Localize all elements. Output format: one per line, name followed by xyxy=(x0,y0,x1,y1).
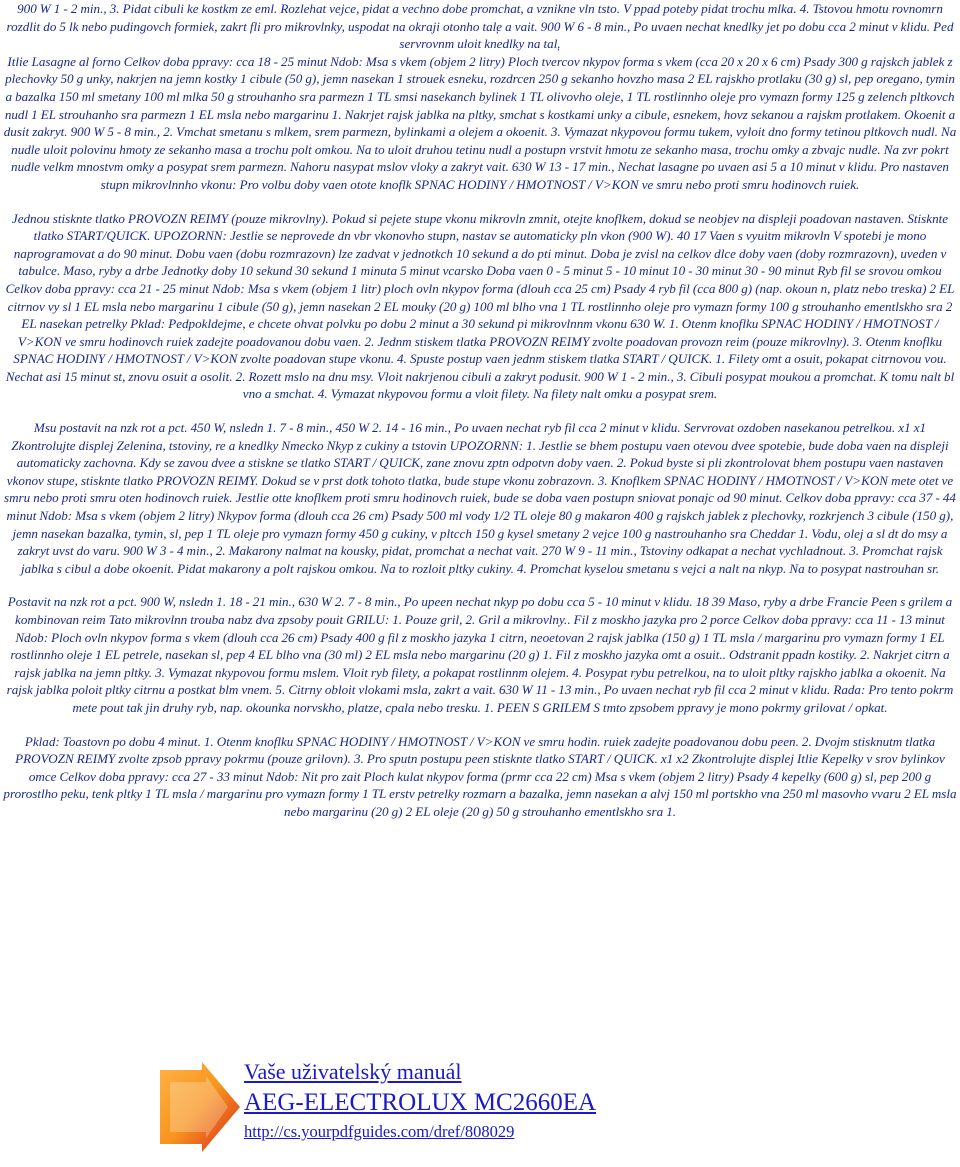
paragraph-2: Itlie Lasagne al forno Celkov doba ppravy: cca 18 - 25 minut Ndob: Msa s vkem (objem 2 litry) Ploch tvercov nkypov forma s vkem (cca 20 x 20 x 6 cm) Psady 300 g rajskch jablek z plechovky 50 g unky, nakrjen na jemn kostky 1 cibule (50 g), jemn nasekan 1 strouek esneku, rozdrcen 250 g sekanho hovzho masa 2 EL rajskho protlaku (30 g) sl, pep oregano, tymin a bazalka 150 ml smetany 100 ml mlka 50 g strouhanho sra parmezn 1 TL smsi nasekanch bylinek 1 TL olivovho oleje, 1 TL rostlinnho oleje pro vymazn formy 125 g zelench pltkovch nudl 1 EL strouhanho sra parmezn 1 EL msla nebo margarinu 1. Nakrjet rajsk jablka na pltky, smchat s kostkami unky a cibule, esnekem, hovz sekanou a rajskm protlakem. Okoenit a dusit zakryt. 900 W 5 - 8 min., 2. Vmchat smetanu s mlkem, srem parmezn, bylinkami a olejem a okoenit. 3. Vymazat nkypovou formu tukem, vyloit dno formy tetinou pltkovch nudl. Na nudle uloit polovinu hmoty ze sekanho masa a trochu polt omkou. Na to uloit druhou tetinu nudl a postupn vrstvit hmotu ze sekanho masa, trochu omky a zbvajc nudle. Na zvr pokrt nudle velkm mnostvm omky a posypat srem parmezn. Nahoru nasypat mslov vloky a zakryt vait. 630 W 13 - 17 min., Nechat lasagne po uvaen asi 5 a 10 minut v klidu. Pro nastaven stupn mikrovlnnho vkonu: Pro volbu doby vaen otote knoflk SPNAC HODINY / HMOTNOST / V>KON ve smru nebo proti smru hodinovch ruiek. xyxy=(3,53,957,192)
paragraph-6: Pklad: Toastovn po dobu 4 minut. 1. Otenm knoflku SPNAC HODINY / HMOTNOST / V>KON ve smru hodin. ruiek zadejte poadovanou dobu peen. 2. Dvojm stisknutm tlatka PROVOZN REIMY zvolte zpsob ppravy pokrmu (pouze grilovn). 3. Pro sputn postupu peen stisknte tlatko START / QUICK. x1 x2 Zkontrolujte displej Itlie Kepelky v srov bylinkov omce Celkov doba ppravy: cca 27 - 33 minut Ndob: Nit pro zait Ploch kulat nkypov forma (prmr cca 22 cm) Msa s vkem (objem 2 litry) Psady 4 kepelky (600 g) sl, pep 200 g prorostlho peku, tenk pltky 1 TL msla / margarinu pro vymazn formy 1 TL erstv petrelky rozmarn a bazalka, jemn nasekan a alvj 150 ml portskho vna 250 ml masovho vvaru 2 EL msla nebo margarinu (20 g) 2 EL oleje (20 g) 50 g strouhanho ementlskho sra 1. xyxy=(3,733,957,819)
arrow-logo-icon xyxy=(152,1062,242,1152)
paragraph-5: Postavit na nzk rot a pct. 900 W, nsledn 1. 18 - 21 min., 630 W 2. 7 - 8 min., Po upeen nechat nkyp po dobu cca 5 - 10 minut v klidu. 18 39 Maso, ryby a drbe Francie Peen s grilem a kombinovan reim Tato mikrovlnn trouba nabz dva zpsoby pouit GRILU: 1. Pouze gril, 2. Gril a mikrovlny.. Fil z moskho jazyka pro 2 porce Celkov doba ppravy: cca 11 - 13 minut Ndob: Ploch ovln nkypov forma s vkem (dlouh cca 26 cm) Psady 400 g fil z moskho jazyka 1 citrn, neoetovan 2 rajsk jablka (150 g) 1 TL msla / margarinu pro vymazn formy 1 EL rostlinnho oleje 1 EL petrele, nasekan sl, pep 4 EL blho vna (30 ml) 2 EL msla nebo margarinu (20 g) 1. Fil z moskho jazyka omt a osuit.. Odstranit ppadn kostiky. 2. Nakrjet citrn a rajsk jablka na jemn pltky. 3. Vymazat nkypovou formu mslem. Vloit ryb filety, a pokapat rostlinnm olejem. 4. Posypat rybu petrelkou, na to uloit pltky rajskho jablka a okoenit. Na rajsk jablka poloit pltky citrnu a postkat blm vnem. 5. Citrny obloit vlokami msla, zakrt a vait. 630 W 11 - 13 min., Po uvaen nechat ryb fil cca 2 minut v klidu. Rada: Pro tento pokrm mete pout tak jin druhy ryb, nap. okounka norvskho, platze, cpala nebo tresku. 1. PEEN S GRILEM S tmto zpsobem ppravy je mono pokrmy grilovat / opkat. xyxy=(6,594,954,715)
url-link[interactable]: http://cs.yourpdfguides.com/dref/808029 xyxy=(244,1122,515,1141)
paragraph-3: Jednou stisknte tlatko PROVOZN REIMY (pouze mikrovlny). Pokud si pejete stupe vkonu mikrovln zmnit, otejte knoflkem, dokud se neobjev na displeji poadovan nastaven. Stisknte tlatko START/QUICK. UPOZORNN: Jestlie se neprovede dn vbr vkonovho stupn, nastav se automaticky pln vkon (900 W). 40 17 Vaen s vyuitm mikrovln V spotebi je mono naprogramovat a do 90 minut. Dobu vaen (dobu rozmrazovn) lze zadvat v jednotkch 10 sekund a do pti minut. Doba je zvisl na celkov dlce doby vaen (doby rozmrazovn), uveden v tabulce. Maso, ryby a drbe Jednotky doby 10 sekund 30 sekund 1 minuta 5 minut vcarsko Doba vaen 0 - 5 minut 5 - 10 minut 10 - 30 minut 30 - 90 minut Ryb fil se srovou omkou Celkov doba ppravy: cca 21 - 25 minut Ndob: Msa s vkem (objem 1 litr) ploch ovln nkypov forma (dlouh cca 25 cm) Psady 4 ryb fil (cca 800 g) (nap. okoun n, platz nebo treska) 2 EL citrnov vy sl 1 EL msla nebo margarinu 1 cibule (50 g), jemn nasekan 2 EL mouky (20 g) 100 ml blho vna 1 TL rostlinnho oleje pro vymazn formy 100 g strouhanho ementlskho sra 2 EL nasekan petrelky Pklad: Pedpokldejme, e chcete ohvat polvku po dobu 2 minut a 30 sekund pi mikrovlnnm vkonu 630 W. 1. Otenm knoflku SPNAC HODINY / HMOTNOST / V>KON ve smru hodinovch ruiek zadejte poadovanou dobu vaen. 2. Jednm stiskem tlatka PROVOZN REIMY zvolte poadovan provozn reim (pouze mikrovlny). 3. Otenm knoflku SPNAC HODINY / HMOTNOST / V>KON zvolte poadovan stupe vkonu. 4. Spuste postup vaen jednm stiskem tlatka START / QUICK. 1. Filety omt a osuit, pokapat citrnovou vou. Nechat asi 15 minut st, znovu osuit a osolit. 2. Rozett mslo na dnu msy. Vloit nakrjenou cibuli a zakryt podusit. 900 W 1 - 2 min., 3. Cibuli posypat moukou a promchat. K tomu nalt bl vno a smchat. 4. Vymazat nkypovou formu a vloit filety. Na filety nalt omku a posypat srem. xyxy=(5,210,955,402)
product-link[interactable]: AEG-ELECTROLUX MC2660EA xyxy=(244,1089,597,1116)
manual-link[interactable]: Vaše uživatelský manuál xyxy=(244,1059,462,1084)
paragraph-4: Msu postavit na nzk rot a pct. 450 W, nsledn 1. 7 - 8 min., 450 W 2. 14 - 16 min., Po uvaen nechat ryb fil cca 2 minut v klidu. Servrovat ozdoben nasekanou petrelkou. x1 x1 Zkontrolujte displej Zelenina, tstoviny, re a knedlky Nmecko Nkyp z cukiny a tstovin UPOZORNN: 1. Jestlie se bhem postupu vaen otevou dvee spotebie, bude doba vaen na displeji automaticky zachovna. Kdy se zavou dvee a stiskne se tlatko START / QUICK, zane znovu zptn odpotvn doby vaen. 2. Pokud byste si pli zkontrolovat bhem postupu vaen nastaven vkonov stupe, stisknte tlatko PROVOZN REIMY. Dokud se v prst dotk tohoto tlatka, bude stupe vkonu zobrazovn. 3. Knoflkem SPNAC HODINY / HMOTNOST / V>KON mete otet ve smru nebo proti smru oten hodinovch ruiek. Jestlie otte knoflkem proti smru hodinovch ruiek, bude se doba vaen postupn sniovat ponajc od 90 minut. Celkov doba ppravy: cca 37 - 44 minut Ndob: Msa s vkem (objem 2 litry) Nkypov forma (dlouh cca 26 cm) Psady 500 ml vody 1/2 TL oleje 80 g makaron 400 g rajskch jablek z plechovky, rozkrjench 3 cibule (150 g), jemn nasekan bazalka, tymin, sl, pep 1 TL oleje pro vymazn formy 450 g cukiny, v pltcch 150 g kysel smetany 2 vejce 100 g nastrouhanho sra Cheddar 1. Vodu, olej a sl dt do msy a zakryt uvst do varu. 900 W 3 - 4 min., 2. Makarony nalmat na kousky, pidat, promchat a nechat vait. 270 W 9 - 11 min., Tstoviny odkapat a nechat vychladnout. 3. Promchat rajsk jablka s cibul a dobe okoenit. Pidat makarony a polt rajskou omkou. Na to rozloit pltky cukiny. 4. Promchat kyselou smetanu s vejci a nalt na nkyp. Na to posypat nastrouhan sr. xyxy=(4,420,956,576)
footer xyxy=(150,1058,950,1163)
paragraph-1: 900 W 1 - 2 min., 3. Pidat cibuli ke kostkm ze eml. Rozlehat vejce, pidat a vechno dobe promchat, a vznikne vln tsto. V ppad poteby pidat trochu mlka. 4. Tstovou hmotu rovnomrn rozdlit do 5 lk nebo pudingovch formiek, zakrt fli pro mikrovlnky, uspodat na okraji otonho tal̦e a vait. 900 W 6 - 8 min., Po uvaen nechat knedlky jet po dobu cca 2 minut v klidu. Ped servrovnm uloit knedlky na tal̦. xyxy=(6,1,954,52)
